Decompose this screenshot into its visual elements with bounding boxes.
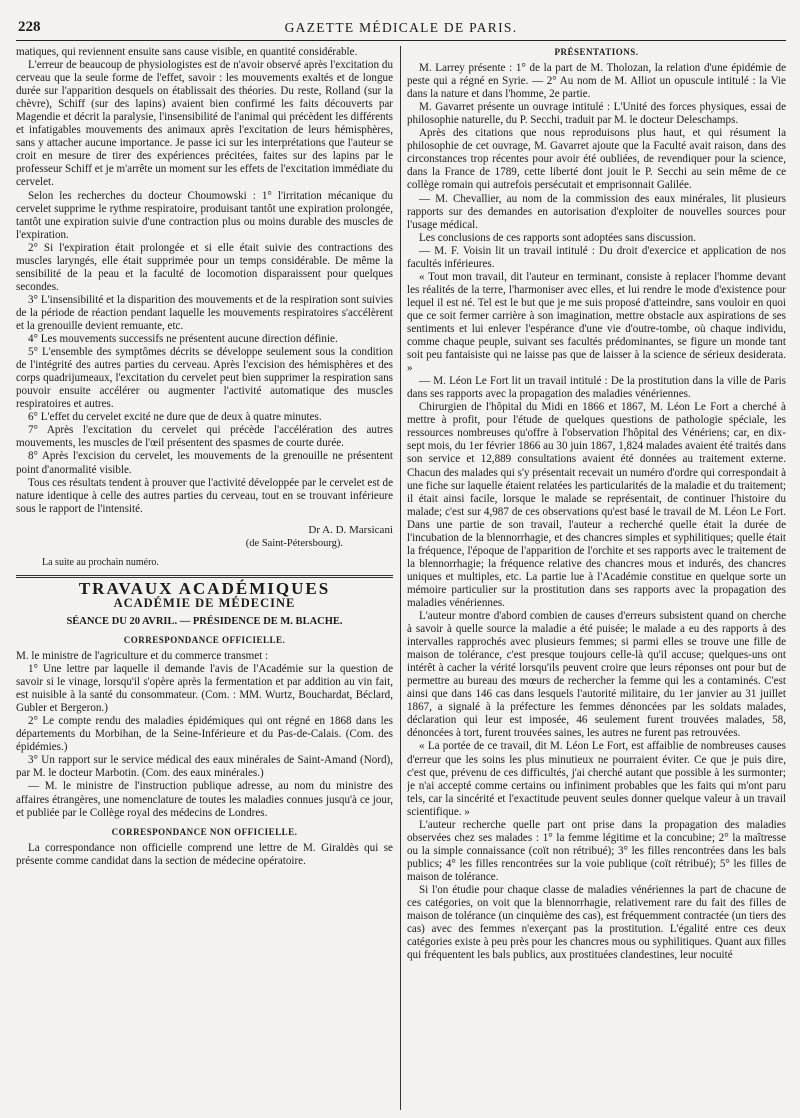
paragraph: Selon les recherches du docteur Choumowski : 1° l'irritation mécanique du cervelet supprime le rythme respiratoire, produisant tantôt une expiration prolongée, tantôt une expiration suivie d'une contraction plus ou moins durable des muscles de l'expiration. [16,189,393,241]
paragraph: 3° Un rapport sur le service médical des eaux minérales de Saint-Amand (Nord), par M. le docteur Marbotin. (Com. des eaux minérales.) [16,754,393,780]
paragraph: 4° Les mouvements successifs ne présentent aucune direction définie. [28,333,338,346]
paragraph: M. Gavarret présente un ouvrage intitulé : L'Unité des forces physiques, essai de philosophie naturelle, du P. Secchi, traduit par M. le docteur Deleschamps. [407,101,786,127]
column-rule [400,46,401,1110]
journal-title: GAZETTE MÉDICALE DE PARIS. [284,20,518,35]
paragraph: 5° L'ensemble des symptômes décrits se développe seulement sous la condition de l'intégrité des autres parties du cerveau. Après l'excision des hémisphères et des corps quadrijumeaux, l'excitation du cervelet peut bien supprimer la respiration sans pouvoir ensuite accélérer ou augmenter l'activité automatique des muscles respiratoires et autres. [16,346,393,411]
paragraph: L'auteur montre d'abord combien de causes d'erreurs subsistent quand on cherche à savoir à quelle source la maladie a été puisée; le malade a eu des rapports à des intervalles rapprochés avec plusieurs femmes; si parmi elles se trouve une fille de maison de tolérance, c'est presque toujours celle-là qu'il accuse; quelques-uns ont intérêt à cacher la vérité lorsqu'ils peuvent croire que leurs réponses ont pour but de permettre au bureau des mœurs de rechercher la femme qui les a contaminés. C'est ainsi que dans 146 cas dans lesquels l'autorité militaire, du 1er janvier au 31 juillet 1867, a signalé à la préfecture les femmes dénoncées par les soldats malades, déclaration qui leur est imposée, 46 seulement furent trouvées malades, 58, dénoncées à tort, furent trouvées saines, les autres ne furent pas retrouvées. [407,610,786,740]
paragraph: M. le ministre de l'agriculture et du commerce transmet : [16,650,269,663]
paragraph: — M. Léon Le Fort lit un travail intitulé : De la prostitution dans la ville de Paris dans ses rapports avec la propagation des maladies vénériennes. [407,375,786,401]
signature [16,524,393,550]
paragraph: L'auteur recherche quelle part ont prise dans la propagation des maladies observées chez ses malades : 1° la femme légitime et la concubine; 2° la maîtresse ou la simple connaissance (coït non rétribué); 3° les filles rencontrées dans les bals publics; 4° les filles rencontrées sur la voie publique (coït rétribué); 5° les filles de maison de tolérance. [407,818,786,883]
section-divider [16,575,393,578]
left-column [16,46,393,1118]
paragraph: Les conclusions de ces rapports sont adoptées sans discussion. [419,231,696,244]
paragraph: Après des citations que nous reproduisons plus haut, et qui résument la philosophie de cet ouvrage, M. Gavarret ajoute que la Faculté avait raison, dans des circonstances trop récentes pour avoir été oubliées, de revendiquer pour la science, dans la France de 1789, cette liberté dont jouit le P. Secchi au sein même de ce collège romain qui autrefois persécutait et emprisonnait Galilée. [407,127,786,192]
signature-name: Dr A. D. Marsicani [308,523,393,536]
section-title: TRAVAUX ACADÉMIQUES [78,578,331,598]
paragraph: Tous ces résultats tendent à prouver que l'activité développée par le cervelet est de nature identique à celle des autres parties du cerveau, tout en se trouvant inférieure sous le rapport de l'intensité. [16,476,393,515]
paragraph: L'erreur de beaucoup de physiologistes est de n'avoir observé après l'excitation du cerveau que la seule forme de l'effet, savoir : les mouvements exaltés et de longue durée sur l'apparition desquels on établissait des théories. Du reste, Rolland (sur la chèvre), Schiff (sur des lapins) avaient bien confirmé les faits découverts par Magendie et décrit la paralysie, l'insensibilité de l'animal qui précèdent les différents et infatigables mouvements des animaux après l'excitation de leurs hémisphères, sans y attacher aucune importance. Je passe ici sur les interprétations que l'auteur se croit en mesure de tirer des expériences précitées, faites sur des lapins par le professeur Schiff et je m'arrête un moment sur les effets de l'excitation immédiate du cervelet. [16,59,393,189]
unofficial-correspondence-heading: CORRESPONDANCE NON OFFICIELLE. [111,826,298,837]
continuation-note: La suite au prochain numéro. [42,556,159,568]
text-columns [16,46,786,1118]
paragraph: 2° Si l'expiration était prolongée et si elle était suivie des contractions des muscles laryngés, elle était supprimée pour un temps considérable. De même la sensibilité de la peau et la faculté de locomotion disparaissent pour quelques secondes. [16,241,393,293]
paragraph: matiques, qui reviennent ensuite sans cause visible, en quantité considérable. [16,46,358,58]
paragraph: — M. le ministre de l'instruction publique adresse, au nom du ministre des affaires étrangères, une nomenclature de toutes les maladies connues jusqu'à ce jour, et publiée par le Collège royal des médecins de Londres. [16,780,393,819]
session-line: SÉANCE DU 20 AVRIL. — PRÉSIDENCE DE M. BLACHE. [66,615,343,627]
presentations-heading: PRÉSENTATIONS. [554,47,639,57]
paragraph: 8° Après l'excision du cervelet, les mouvements de la grenouille ne présentent point d'anormalité visible. [16,450,393,476]
paragraph: 1° Une lettre par laquelle il demande l'avis de l'Académie sur la question de savoir si le vinage, lorsqu'il s'opère après la fermentation et par addition au vin fait, est nuisible à la santé du consommateur. (Com. : MM. Wurtz, Bouchardat, Béclard, Gubler et Bergeron.) [16,663,393,715]
paragraph: La correspondance non officielle comprend une lettre de M. Giraldès qui se présente comme candidat dans la section de médecine opératoire. [16,841,393,867]
paragraph: — M. F. Voisin lit un travail intitulé : Du droit d'exercice et application de nos facultés inférieures. [407,244,786,270]
paragraph: 7° Après l'excitation du cervelet qui précède l'accélération des autres mouvements, les muscles de l'œil présentent des spasmes de courte durée. [16,424,393,450]
paragraph: 2° Le compte rendu des maladies épidémiques qui ont régné en 1868 dans les départements du Morbihan, de la Seine-Inférieure et du Pas-de-Calais. (Com. des épidémies.) [16,715,393,754]
paragraph: 6° L'effet du cervelet excité ne dure que de deux à quatre minutes. [28,411,322,424]
paragraph: « La portée de ce travail, dit M. Léon Le Fort, est affaiblie de nombreuses causes d'erreur que les soins les plus minutieux ne pourraient éviter. Ce que je puis dire, c'est que, prévenu de ces difficultés, j'ai cherché autant que possible à les surmonter; je n'ai accepté comme certains ou infiniment probables que les faits qui m'ont paru tels, car la sincérité et l'exactitude peuvent seules donner quelque valeur à un travail scientifique. » [407,740,786,818]
paragraph: 3° L'insensibilité et la disparition des mouvements et de la respiration sont suivies de la période de réaction pendant laquelle les mouvements respiratoires s'accélèrent et la grenouille devient remuante, etc. [16,293,393,332]
paragraph: « Tout mon travail, dit l'auteur en terminant, consiste à replacer l'homme devant les réalités de la terre, l'harmoniser avec elles, et lui rendre le mode d'existence pour lequel il est né. Tel est le but que je me suis proposé d'atteindre, sans vouloir en quoi que ce soit fermer carrière à son imagination, mettre obstacle aux aspirations de ses sentiments et lui enlever l'espérance d'une vie d'outre-tombe, où chaque individu, comme chaque peuple, suivant ses facultés prédominantes, se figure un monde tant soit peu fantaisiste qui ne laisse pas que de laisser à la science de sérieux desiderata. » [407,270,786,375]
right-column [407,46,786,1118]
page-number: 228 [18,19,41,35]
official-correspondence-heading: CORRESPONDANCE OFFICIELLE. [123,634,286,645]
subsection-title: ACADÉMIE DE MÉDECINE [113,595,296,610]
paragraph: — M. Chevallier, au nom de la commission des eaux minérales, lit plusieurs rapports sur des demandes en autorisation d'exploiter de nouvelles sources pour l'usage médical. [407,192,786,231]
paragraph: M. Larrey présente : 1° de la part de M. Tholozan, la relation d'une épidémie de peste qui a régné en Syrie. — 2° Au nom de M. Alliot un opuscule intitulé : la Vie dans la nature et dans l'homme, 2e partie. [407,62,786,101]
paragraph: Si l'on étudie pour chaque classe de maladies vénériennes la part de chacune de ces catégories, on voit que la blennorrhagie, relativement rare du fait des filles de maison de tolérance (un cinquième des cas), est fréquemment contractée (un tiers des cas) avec des femmes n'exerçant pas la prostitution. L'égalité entre ces deux catégories existe à peu près pour les chancres mous ou syphilitiques. Quant aux filles qui fréquentent les bals publics, aux prostituées clandestines, leur nocuité [407,884,786,962]
running-head [16,18,786,41]
signature-place: (de Saint-Pétersbourg). [245,537,343,549]
paragraph: Chirurgien de l'hôpital du Midi en 1866 et 1867, M. Léon Le Fort a cherché à mettre à profit, pour l'étude de quelques questions de pathologie spéciale, les ressources nombreuses qu'offre à l'observation l'hôpital des Vénériens; car, en dix-sept mois, du 1er février 1866 au 30 juin 1867, 1,824 malades avaient été traités dans son service et 12,889 consultations avaient été données au traitement externe. Chacun des malades qui s'y présentait recevait un numéro d'ordre qui correspondait à une fiche sur laquelle étaient relatées les particularités de la maladie et du traitement; il était ainsi facile, lorsque le malade se représentait, de continuer l'histoire du malade; c'est sur 4,987 de ces observations qu'est basé le travail de M. Léon Le Fort. Dans une partie de son travail, l'auteur a recherché quelle était la durée de l'incubation de la blennorrhagie, et des chancres simples et syphilitiques; quelle était la fréquence, l'époque de l'apparition de l'orchite et ses rapports avec le traitement de la blennorrhagie; la fréquence relative des chancres mous et indurés, des chancres uniques et multiples, etc. La partie lue à l'Académie constitue en quelque sorte un mémoire particulier sur la prostitution dans ses rapports avec la propagation des maladies vénériennes. [407,401,786,609]
